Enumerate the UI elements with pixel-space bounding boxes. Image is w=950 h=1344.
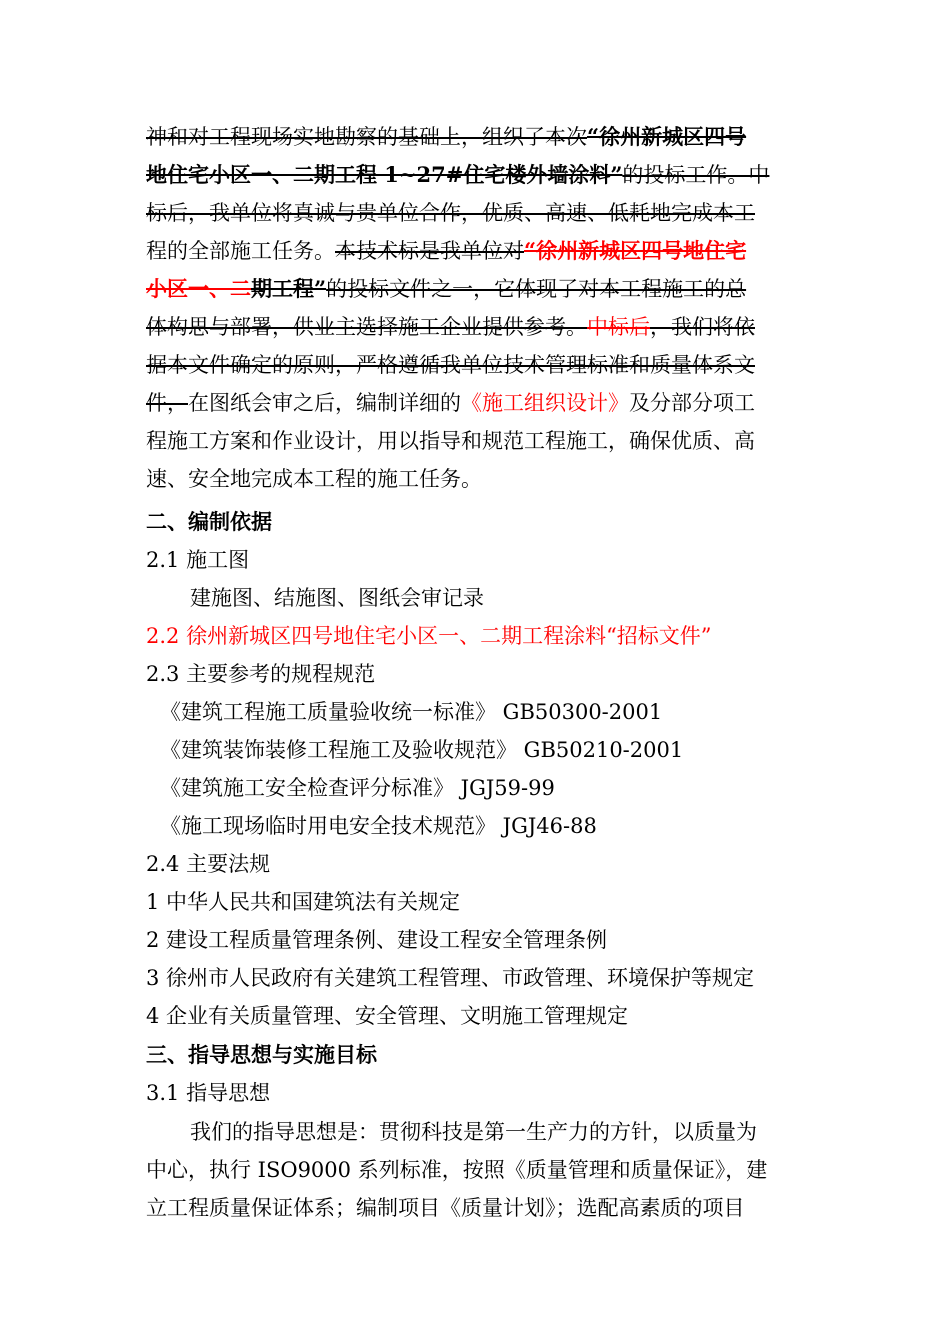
para1-line5: 小区一、二期工程”的投标文件之一，它体现了对本工程施工的总 [146, 276, 747, 301]
section3-heading: 三、指导思想与实施目标 [146, 1042, 377, 1067]
reference-item: 《建筑工程施工质量验收统一标准》 GB50300-2001 [160, 700, 663, 724]
para1-line3: 标后，我单位将真诚与贵单位合作，优质、高速、低耗地完成本工 [146, 201, 755, 225]
para1-line10: 速、安全地完成本工程的施工任务。 [146, 467, 482, 491]
section3-paragraph-line2: 中心，执行 ISO9000 系列标准，按照《质量管理和质量保证》，建 [146, 1158, 768, 1182]
section2-1-body: 建施图、结施图、图纸会审记录 [190, 586, 484, 610]
reference-item: 《施工现场临时用电安全技术规范》 JGJ46-88 [160, 814, 597, 838]
reference-item: 《建筑装饰装修工程施工及验收规范》 GB50210-2001 [160, 738, 684, 762]
para1-line8: 件，在图纸会审之后，编制详细的《施工组织设计》及分部分项工 [146, 391, 755, 415]
para1-line4: 程的全部施工任务。本技术标是我单位对“徐州新城区四号地住宅 [146, 238, 747, 263]
section3-paragraph-line3: 立工程质量保证体系；编制项目《质量计划》；选配高素质的项目 [146, 1196, 745, 1220]
law-item: 2 建设工程质量管理条例、建设工程安全管理条例 [146, 928, 608, 952]
reference-item: 《建筑施工安全检查评分标准》 JGJ59-99 [160, 776, 555, 800]
para1-line1: 神和对工程现场实地勘察的基础上，组织了本次“徐州新城区四号 [146, 124, 747, 149]
para1-line9: 程施工方案和作业设计，用以指导和规范工程施工，确保优质、高 [146, 429, 755, 453]
section2-2-title: 2.2 徐州新城区四号地住宅小区一、二期工程涂料“招标文件” [146, 624, 712, 648]
section2-1-title: 2.1 施工图 [146, 548, 250, 572]
law-item: 3 徐州市人民政府有关建筑工程管理、市政管理、环境保护等规定 [146, 966, 755, 990]
law-item: 4 企业有关质量管理、安全管理、文明施工管理规定 [146, 1004, 629, 1028]
section2-4-title: 2.4 主要法规 [146, 852, 271, 876]
para1-line6: 体构思与部署，供业主选择施工企业提供参考。中标后，我们将依 [146, 315, 755, 339]
section2-3-title: 2.3 主要参考的规程规范 [146, 662, 376, 686]
para1-line7: 据本文件确定的原则，严格遵循我单位技术管理标准和质量体系文 [146, 353, 755, 377]
section3-1-title: 3.1 指导思想 [146, 1081, 271, 1105]
section2-heading: 二、编制依据 [146, 509, 272, 534]
para1-line2: 地住宅小区一、二期工程 1~27#住宅楼外墙涂料”的投标工作。中 [146, 162, 770, 187]
law-item: 1 中华人民共和国建筑法有关规定 [146, 890, 461, 914]
section3-paragraph-line1: 我们的指导思想是：贯彻科技是第一生产力的方针，以质量为 [190, 1120, 757, 1144]
